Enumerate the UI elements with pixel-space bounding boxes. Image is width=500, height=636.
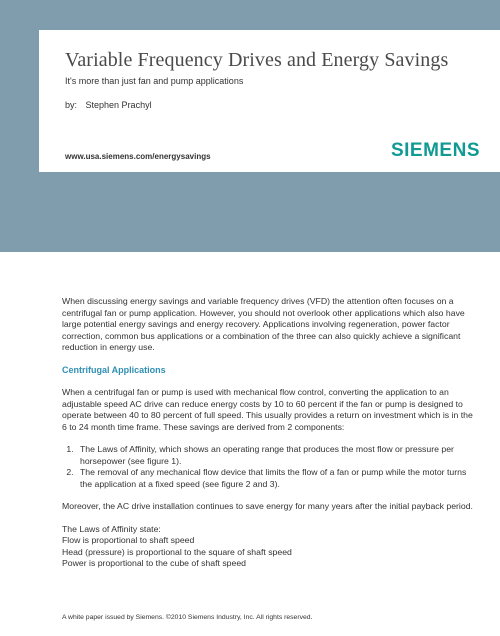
author-name: Stephen Prachyl xyxy=(85,100,152,110)
byline-label: by: xyxy=(65,100,78,110)
centrifugal-paragraph: When a centrifugal fan or pump is used with mechanical flow control, converting the application to an adjustable speed AC drive can reduce energy costs by 10 to 60 percent if the fan or pump is designed to operate between 40 to 80 percent of full speed. This usually provides a return on investment which is in the 6 to 24 month time frame. These savings are derived from 2 components: xyxy=(62,387,473,432)
document-body xyxy=(62,296,480,581)
laws-heading: The Laws of Affinity state: xyxy=(62,523,161,534)
siemens-logo: SIEMENS xyxy=(390,140,480,161)
footer-copyright: A white paper issued by Siemens. ©2010 Siemens Industry, Inc. All rights reserved. xyxy=(62,614,313,621)
list-item: 2. The removal of any mechanical flow device that limits the flow of a fan or pump while the motor turns the application at a fixed speed (see figure 2 and 3). xyxy=(76,467,480,490)
law-line: Power is proportional to the cube of shaft speed xyxy=(62,558,246,568)
law-line: Head (pressure) is proportional to the square of shaft speed xyxy=(62,546,292,557)
list-item: 1. The Laws of Affinity, which shows an operating range that produces the most flow or pressure per horsepower (see figure 1). xyxy=(76,444,480,467)
website-url: www.usa.siemens.com/energysavings xyxy=(65,152,211,161)
header-card xyxy=(39,30,500,172)
law-line: Flow is proportional to shaft speed xyxy=(62,535,195,545)
payback-paragraph: Moreover, the AC drive installation continues to save energy for many years after the initial payback period. xyxy=(62,501,473,511)
laws-of-affinity xyxy=(62,524,480,570)
document-title: Variable Frequency Drives and Energy Savings xyxy=(65,49,449,71)
byline xyxy=(65,100,152,110)
intro-paragraph: When discussing energy savings and variable frequency drives (VFD) the attention often focuses on a centrifugal fan or pump application. However, you should not overlook other applications which also have large potential energy savings and energy recovery. Applications involving regeneration, power factor correction, common bus applications or a combination of the three can also quickly achieve a significant reduction in energy use. xyxy=(62,296,465,352)
savings-components-list xyxy=(62,444,480,490)
document-subtitle: It's more than just fan and pump applications xyxy=(65,76,244,86)
section-heading-centrifugal: Centrifugal Applications xyxy=(62,364,166,375)
